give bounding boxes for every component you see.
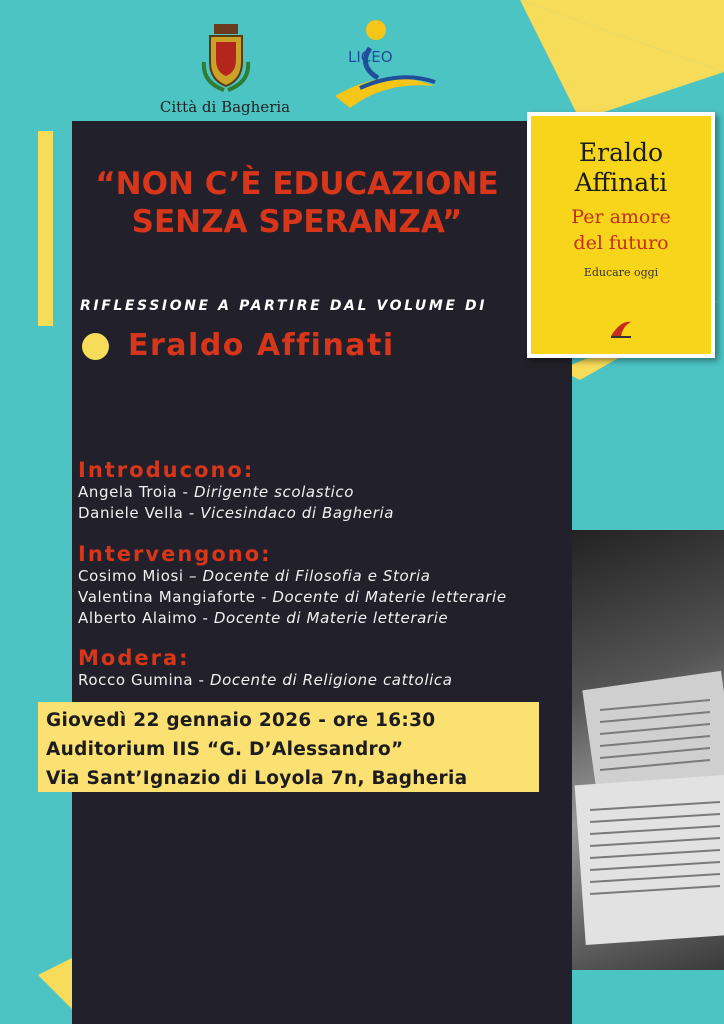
event-date-time: Giovedì 22 gennaio 2026 - ore 16:30 <box>46 710 436 731</box>
city-label: Città di Bagheria <box>159 98 291 116</box>
book-cover <box>527 112 715 358</box>
decorative-triangle-top <box>520 0 724 120</box>
book-author: Eraldo Affinati <box>574 138 668 197</box>
section-title: Introducono: <box>78 458 255 482</box>
event-address: Via Sant’Ignazio di Loyola 7n, Bagheria <box>46 768 468 789</box>
book-subtitle: Educare oggi <box>583 266 659 279</box>
speaker-line: Valentina Mangiaforte - Docente di Materie letterarie <box>78 588 507 606</box>
event-info-box <box>38 702 539 792</box>
subtitle-riflessione: RIFLESSIONE A PARTIRE DAL VOLUME DI <box>80 298 488 314</box>
author-name: Eraldo Affinati <box>128 328 395 363</box>
section-modera <box>78 646 453 691</box>
speaker-line: Daniele Vella - Vicesindaco di Bagheria <box>78 504 395 522</box>
book-title: Per amore del futuro <box>571 206 671 254</box>
bullet-dot <box>82 333 109 360</box>
section-introducono <box>78 458 394 524</box>
headline <box>72 165 522 241</box>
section-title: Intervengono: <box>78 542 272 566</box>
speaker-line: Rocco Gumina - Docente di Religione cattolica <box>78 671 453 689</box>
san-paolo-logo-icon <box>607 318 635 340</box>
speaker-line: Alberto Alaimo - Docente di Materie letterarie <box>78 609 449 627</box>
book-photo <box>570 530 724 970</box>
coat-of-arms-icon <box>200 22 252 92</box>
headline-line2: SENZA SPERANZA” <box>131 204 463 240</box>
speaker-line: Angela Troia - Dirigente scolastico <box>78 483 355 501</box>
accent-bar <box>38 131 53 326</box>
speaker-line: Cosimo Miosi – Docente di Filosofia e Storia <box>78 567 431 585</box>
headline-line1: “NON C’È EDUCAZIONE <box>95 166 499 202</box>
section-intervengono <box>78 542 507 629</box>
liceo-logo-text: LICEO <box>348 48 393 66</box>
section-title: Modera: <box>78 646 190 670</box>
liceo-logo-icon <box>330 18 445 113</box>
event-venue: Auditorium IIS “G. D’Alessandro” <box>46 739 404 760</box>
